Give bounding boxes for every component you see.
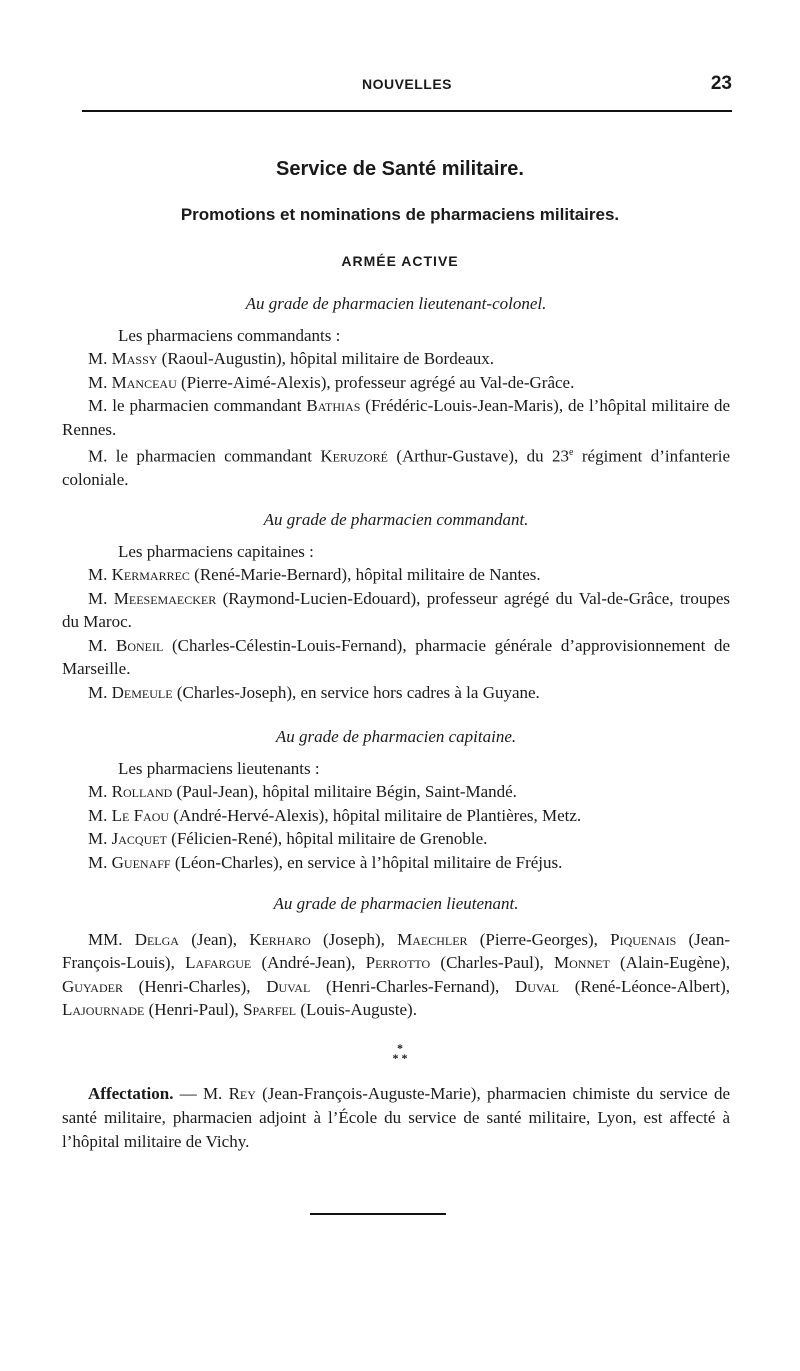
surname: Duval (514, 976, 560, 996)
surname: Jacquet (111, 829, 167, 848)
footer-rule (310, 1213, 446, 1215)
list-item: M. Manceau (Pierre-Aimé-Alexis), professeur agrégé au Val-de-Grâce. (88, 372, 575, 392)
surname: Guenaff (111, 852, 171, 872)
surname: Demeule (111, 682, 173, 702)
list-item: M. Meesemaecker (Raymond-Lucien-Edouard), professeur agrégé du Val-de-Grâce, troupes du Maroc. (62, 588, 730, 631)
surname: Delga (134, 929, 179, 949)
affectation-paragraph: Affectation. — M. Rey (Jean-François-Auguste-Marie), pharmacien chimiste du service de santé militaire, pharmacien adjoint à l’École du service de santé militaire, Lyon, est affecté à l’hôpital militaire de Vichy. (62, 1084, 730, 1151)
surname: Rolland (111, 782, 173, 801)
grade-block-commandant (62, 508, 730, 704)
section-title: Service de Santé militaire. (276, 158, 524, 180)
grade-heading: Au grade de pharmacien capitaine. (275, 727, 517, 746)
grade-heading: Au grade de pharmacien lieutenant-colonel. (245, 294, 547, 313)
grade-intro: Les pharmaciens capitaines : (118, 541, 314, 561)
list-item: M. Jacquet (Félicien-René), hôpital militaire de Grenoble. (88, 829, 488, 848)
names-paragraph: MM. Delga (Jean), Kerharo (Joseph), Maechler (Pierre-Georges), Piquenais (Jean-François-Louis), Lafargue (André-Jean), Perrotto (Charles-Paul), Monnet (Alain-Eugène), Guyader (Henri-Charles), Duval (Henri-Charles-Fernand), Duval (René-Léonce-Albert), Lajournade (Henri-Paul), Sparfel (Louis-Auguste). (62, 929, 731, 1019)
surname: Kermarrec (111, 565, 190, 584)
grade-block-lieutenant (62, 892, 730, 1022)
surname: Perrotto (365, 953, 431, 972)
surname: Keruzoré (320, 446, 388, 466)
list-item: M. Rolland (Paul-Jean), hôpital militaire Bégin, Saint-Mandé. (88, 782, 517, 801)
surname: Le Faou (111, 805, 170, 825)
surname: Maechler (397, 929, 468, 949)
list-item: M. Guenaff (Léon-Charles), en service à l’hôpital militaire de Fréjus. (88, 852, 563, 872)
surname: Boneil (116, 635, 164, 655)
grade-block-capitaine (62, 725, 730, 874)
surname: Bathias (306, 396, 361, 415)
surname: Lafargue (185, 953, 252, 972)
list-item: M. le pharmacien commandant Keruzoré (Arthur-Gustave), du 23e régiment d’infanterie coloniale. (62, 446, 730, 490)
list-item: M. Massy (Raoul-Augustin), hôpital militaire de Bordeaux. (88, 349, 495, 368)
surname: Rey (228, 1084, 256, 1103)
list-item: M. le pharmacien commandant Bathias (Frédéric-Louis-Jean-Maris), de l’hôpital militaire de Rennes. (62, 396, 730, 439)
grade-heading: Au grade de pharmacien commandant. (263, 510, 529, 529)
surname: Massy (111, 349, 158, 368)
surname: Kerharo (249, 929, 311, 949)
surname: Manceau (111, 372, 177, 392)
army-label: ARMÉE ACTIVE (341, 253, 459, 269)
surname: Piquenais (610, 929, 677, 949)
list-item: M. Boneil (Charles-Célestin-Louis-Fernand), pharmacie générale d’approvisionnement de Marseille. (62, 635, 730, 678)
grade-intro: Les pharmaciens lieutenants : (118, 758, 320, 778)
grade-heading: Au grade de pharmacien lieutenant. (273, 894, 519, 913)
surname: Sparfel (243, 1000, 297, 1019)
grade-intro: Les pharmaciens commandants : (118, 325, 341, 345)
page-number: 23 (710, 73, 732, 94)
surname: Monnet (554, 953, 610, 972)
running-title: NOUVELLES (361, 76, 453, 92)
surname: Guyader (62, 976, 123, 996)
surname: Duval (266, 976, 311, 996)
list-item: M. Le Faou (André-Hervé-Alexis), hôpital militaire de Plantières, Metz. (88, 805, 582, 825)
header-rule (82, 110, 732, 112)
subtitle: Promotions et nominations de pharmaciens militaires. (180, 205, 620, 224)
surname: Lajournade (62, 1000, 145, 1019)
affectation-label: Affectation. (88, 1084, 174, 1103)
asterism-separator: * * * (392, 1041, 408, 1065)
list-item: M. Demeule (Charles-Joseph), en service hors cadres à la Guyane. (88, 682, 540, 702)
running-header (82, 73, 732, 100)
grade-block-lieutenant-colonel (62, 292, 730, 492)
surname: Meesemaecker (113, 588, 217, 608)
list-item: M. Kermarrec (René-Marie-Bernard), hôpital militaire de Nantes. (88, 565, 541, 584)
